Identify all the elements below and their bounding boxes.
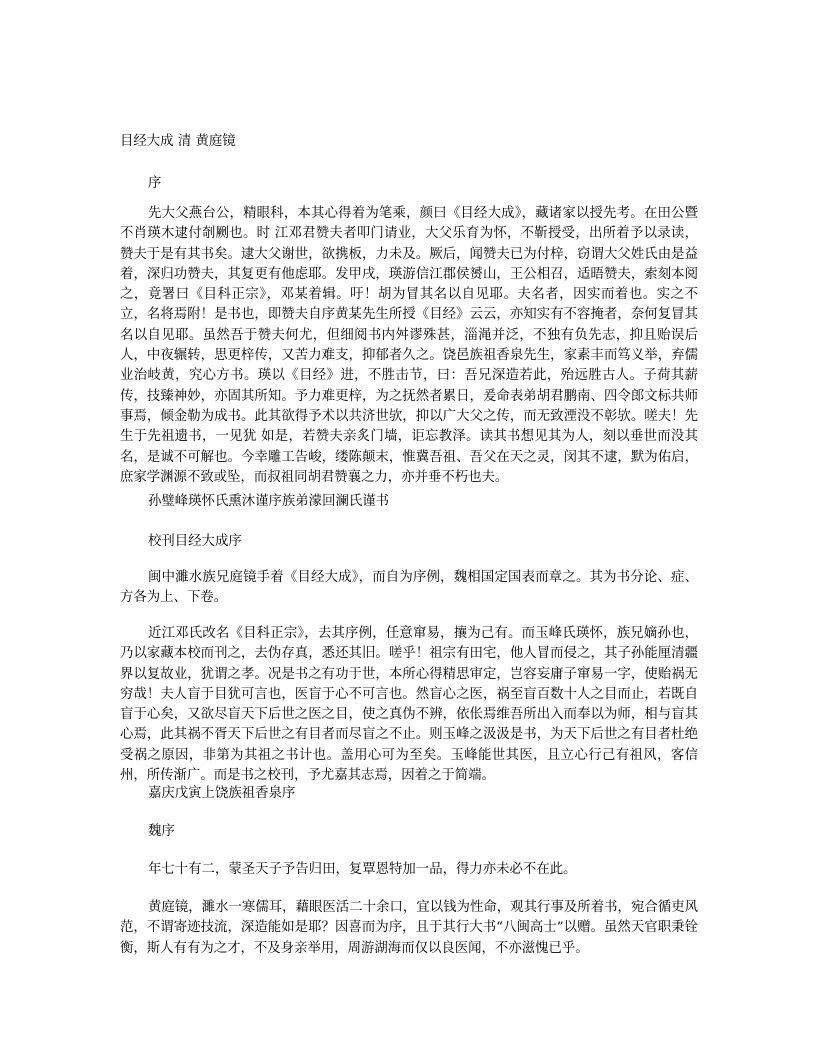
collation-paragraph-2: 近江邓氏改名《目科正宗》，去其序例，任意窜易，攘为己有。而玉峰氏瑛怀，族兄嫡孙也，乃以家藏本校而刊之，去伪存真，悉还其旧。嗟乎！祖宗有田宅，他人冒而侵之，其子孙能厘清疆界以复故业，犹谓之孝。况是书之有功于世，本所心得精思审定，岂容妄庸子窜易一字，使贻祸无穷哉！夫人盲于目犹可言也，医盲于心不可言也。然盲心之医，祸至盲百数十人之目而止，若既自盲于心矣，又欲尽盲天下后世之医之目，使之真伪不辨，依伥焉维吾所出入而奉以为师，相与盲其心焉，此其祸不胥天下后世之有目者而尽盲之不止。则玉峰之汲汲是书，为天下后世之有目者杜绝受祸之原因，非第为其祖之书计也。盖用心可为至矣。玉峰能世其医，且立心行己有祖风，客信州，所传渐广。而是书之校刊，予尤嘉其志焉，因着之于简端。 [120, 626, 698, 784]
wei-paragraph-2: 黄庭镜，濉水一寒儒耳，藉眼医活二十余口，宜以钱为性命，观其行事及所着书，宛合循吏风范，不谓寄迹技流，深造能如是耶？因喜而为序，且于其行大书“八闽高士”以赠。虽然天官职秉铨衡，斯人有有为之才，不及身亲举用，周游湖海而仅以良医闻，不亦滋愧已乎。 [120, 900, 698, 956]
wei-paragraph-1: 年七十有二，蒙圣天子予告归田，复覃恩特加一品，得力亦未必不在此。 [148, 862, 577, 877]
preface-heading: 序 [148, 176, 162, 191]
wei-heading: 魏序 [148, 824, 175, 839]
preface-body: 先大父燕台公，精眼科，本其心得着为笔乘，颜曰《目经大成》，藏诸家以授先考。在田公暨不肖瑛木逮付剞劂也。时 江邓君赞夫者叩门请业，大父乐育为怀，不靳授受，出所着予以录读，赞夫于是有其书矣。逮大父谢世，欲携板，力未及。厥后，闻赞夫已为付梓，窃谓大父姓氏由是益着，深归功赞夫，其复更有他虑耶。发甲戌，瑛游信江郡侯赟山，王公相召，适晤赞夫，索刻本阅之，竟署曰《目科正宗》，邓某着辑。吁！胡为冒其名以自见耶。夫名者，因实而着也。实之不立，名将焉附！是书也，即赞夫自序黄某先生所授《目经》云云，亦知实有不容掩者，奈何复冒其名以自见耶。虽然吾于赞夫何尤，但细阅书内舛谬殊甚，淄渑并泛，不独有负先志，抑且贻误后人，中夜辗转，思更梓传，又苦力难支，抑郁者久之。饶邑族祖香泉先生，家素丰而笃义举，弃儒业治岐黄，究心方书。瑛以《目经》进，不胜击节，曰：吾兄深造若此，殆远胜古人。子荷其薪传，技臻神妙，亦固其所知。予力难更梓，为之抚然者累日，爰命表弟胡君鹏南、四令郎文标共师事焉，倾金勒为成书。此其欲得予术以共济世欤，抑以广大父之传，而无致湮没不彰欤。嗟夫！先生于先祖遗书，一见犹 如是，若赞夫亲炙门墙，讵忘教泽。读其书想见其为人，刻以垂世而没其名，是诚不可解也。今幸雕工告峻，缕陈颠末，惟冀吾祖、吾父在天之灵，闵其不逮，默为佑启，庶家学渊源不致或坠，而叔祖同胡君赞襄之力，亦并垂不朽也夫。 [120, 206, 698, 485]
preface-signature: 孙璧峰瑛怀氏熏沐谨序族弟濛回澜氏谨书 [148, 494, 390, 509]
collation-paragraph-1: 闽中濉水族兄庭镜手着《目经大成》，而自为序例，魏相国定国表而章之。其为书分论、症、方各为上、下卷。 [120, 570, 698, 606]
collation-signature: 嘉庆戊寅上饶族祖香泉序 [148, 786, 296, 801]
document-title: 目经大成 清 黄庭镜 [120, 134, 236, 149]
collation-heading: 校刊目经大成序 [148, 534, 242, 549]
